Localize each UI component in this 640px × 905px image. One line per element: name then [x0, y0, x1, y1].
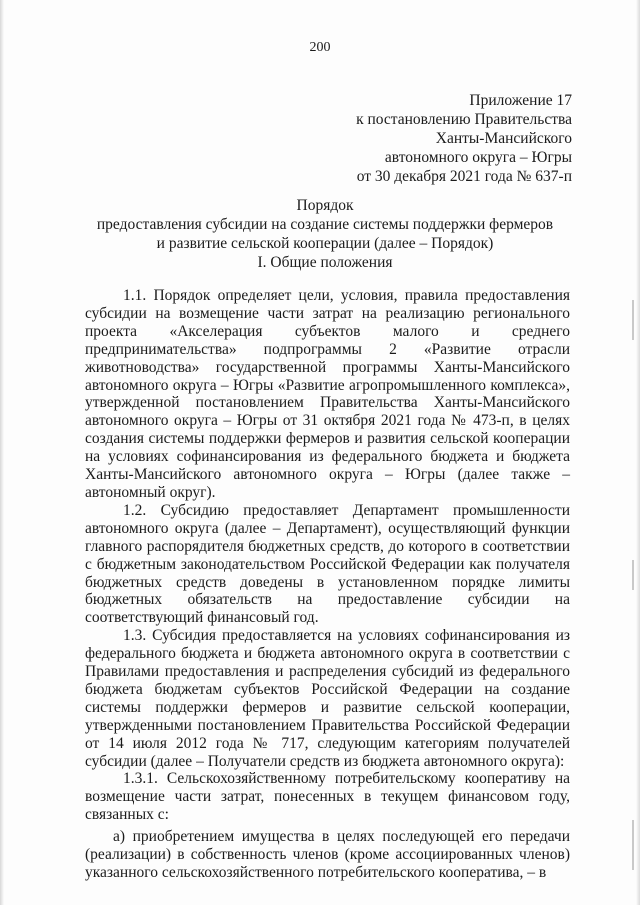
appendix-line: от 30 декабря 2021 года № 637-п [356, 168, 572, 185]
scan-artifact [632, 820, 634, 870]
paragraph-1-3-1: 1.3.1. Сельскохозяйственному потребительскому кооперативу на возмещение части затрат, понесенных в текущем финансовом году, связанных с: [85, 770, 570, 824]
scan-artifact [632, 560, 634, 590]
paragraph-1-1: 1.1. Порядок определяет цели, условия, правила предоставления субсидии на возмещение части затрат на реализацию регионального проекта «Акселерация субъектов малого и среднего предпринимательства» подпрограммы 2 «Развитие отрасли животноводства» государственной программы Ханты-Мансийского автономного округа – Югры «Развитие агропромышленного комплекса», утвержденной постановлением Правительства Ханты-Мансийского автономного округа – Югры от 31 октября 2021 года № 473-п, в целях создания системы поддержки фермеров и развития сельской кооперации на условиях софинансирования из федерального бюджета и бюджета Ханты-Мансийского автономного округа – Югры (далее также – автономный округ). [85, 287, 570, 501]
title-line: и развитие сельской кооперации (далее – Порядок) [156, 235, 494, 252]
paragraph-item-a: а) приобретением имущества в целях последующей его передачи (реализации) в собственность членов (кроме ассоциированных членов) указанного сельскохозяйственного потребительского кооператива, – в [85, 828, 570, 881]
section-heading: I. Общие положения [257, 254, 393, 271]
appendix-line: Приложение 17 [469, 92, 572, 109]
document-body [85, 287, 570, 882]
scan-artifact [632, 300, 634, 340]
title-line: предоставления субсидии на создание системы поддержки фермеров [96, 216, 554, 233]
scan-edge-right [636, 0, 640, 905]
appendix-header [356, 91, 572, 186]
appendix-line: к постановлению Правительства [356, 111, 572, 128]
page-number: 200 [309, 40, 331, 55]
document-title [60, 196, 590, 272]
title-line: Порядок [296, 197, 354, 214]
appendix-line: Ханты-Мансийского [435, 130, 572, 147]
appendix-line: автономного округа – Югры [384, 149, 572, 166]
scan-edge-left [0, 0, 4, 905]
paragraph-1-3: 1.3. Субсидия предоставляется на условиях софинансирования из федерального бюджета и бюджета автономного округа в соответствии с Правилами предоставления и распределения субсидий из федерального бюджета бюджетам субъектов Российской Федерации на создание системы поддержки фермеров и развитие сельской кооперации, утвержденными постановлением Правительства Российской Федерации от 14 июля 2012 года № 717, следующим категориям получателей субсидии (далее – Получатели средств из бюджета автономного округа): [85, 627, 570, 770]
paragraph-1-2: 1.2. Субсидию предоставляет Департамент промышленности автономного округа (далее – Департамент), осуществляющий функции главного распорядителя бюджетных средств, до которого в соответствии с бюджетным законодательством Российской Федерации как получателя бюджетных средств доведены в установленном порядке лимиты бюджетных обязательств на предоставление субсидии на соответствующий финансовый год. [85, 501, 570, 627]
